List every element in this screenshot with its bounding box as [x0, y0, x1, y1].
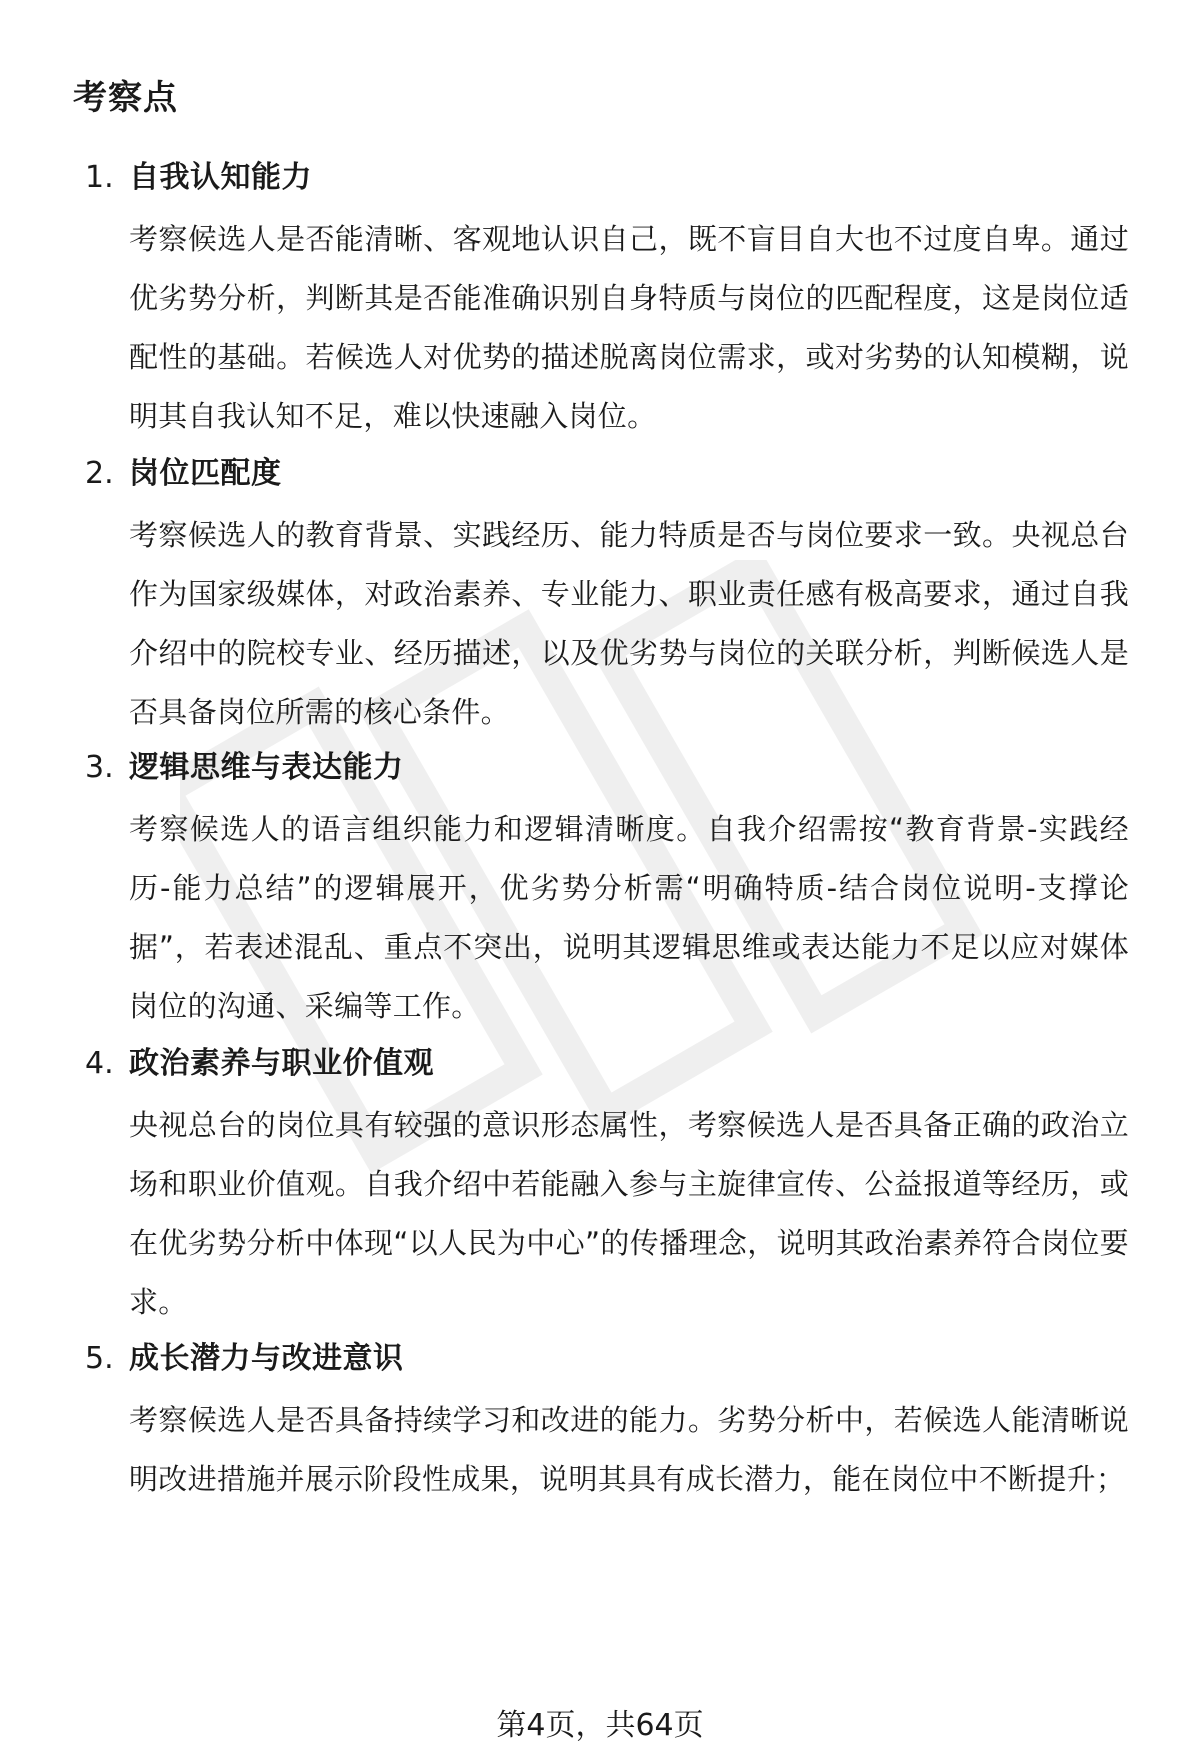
section-title: 成长潜力与改进意识: [129, 1341, 404, 1376]
section-number: 3.: [85, 750, 114, 785]
section-growth-potential: [85, 1333, 1145, 1509]
section-body: 考察候选人是否具备持续学习和改进的能力。劣势分析中，若候选人能清晰说明改进措施并展示阶段性成果，说明其具有成长潜力，能在岗位中不断提升；: [129, 1403, 1129, 1496]
section-body: 考察候选人是否能清晰、客观地认识自己，既不盲目自大也不过度自卑。通过优劣势分析，判断其是否能准确识别自身特质与岗位的匹配程度，这是岗位适配性的基础。若候选人对优势的描述脱离岗位需求，或对劣势的认知模糊，说明其自我认知不足，难以快速融入岗位。: [129, 222, 1129, 433]
section-title-row: [85, 1038, 1145, 1088]
section-logic-expression: [85, 742, 1145, 1036]
section-body: 考察候选人的语言组织能力和逻辑清晰度。自我介绍需按“教育背景-实践经历-能力总结”的逻辑展开，优劣势分析需“明确特质-结合岗位说明-支撑论据”，若表述混乱、重点不突出，说明其逻辑思维或表达能力不足以应对媒体岗位的沟通、采编等工作。: [129, 812, 1129, 1023]
section-body: 央视总台的岗位具有较强的意识形态属性，考察候选人是否具备正确的政治立场和职业价值观。自我介绍中若能融入参与主旋律宣传、公益报道等经历，或在优劣势分析中体现“以人民为中心”的传播理念，说明其政治素养符合岗位要求。: [129, 1108, 1129, 1319]
section-number: 5.: [85, 1341, 114, 1376]
section-title-row: [85, 152, 1145, 202]
page-heading: 考察点: [73, 78, 178, 118]
section-title: 岗位匹配度: [129, 456, 282, 491]
section-title: 逻辑思维与表达能力: [129, 750, 404, 785]
section-title-row: [85, 1333, 1145, 1383]
section-title: 自我认知能力: [129, 160, 312, 195]
section-self-awareness: [85, 152, 1145, 446]
page-footer: 第4页，共64页: [496, 1708, 704, 1743]
section-political-values: [85, 1038, 1145, 1332]
section-number: 1.: [85, 160, 114, 195]
section-title: 政治素养与职业价值观: [129, 1046, 434, 1081]
section-number: 4.: [85, 1046, 114, 1081]
section-title-row: [85, 742, 1145, 792]
section-number: 2.: [85, 456, 114, 491]
section-job-fit: [85, 448, 1145, 742]
section-body: 考察候选人的教育背景、实践经历、能力特质是否与岗位要求一致。央视总台作为国家级媒体，对政治素养、专业能力、职业责任感有极高要求，通过自我介绍中的院校专业、经历描述，以及优劣势与岗位的关联分析，判断候选人是否具备岗位所需的核心条件。: [129, 518, 1129, 729]
section-title-row: [85, 448, 1145, 498]
